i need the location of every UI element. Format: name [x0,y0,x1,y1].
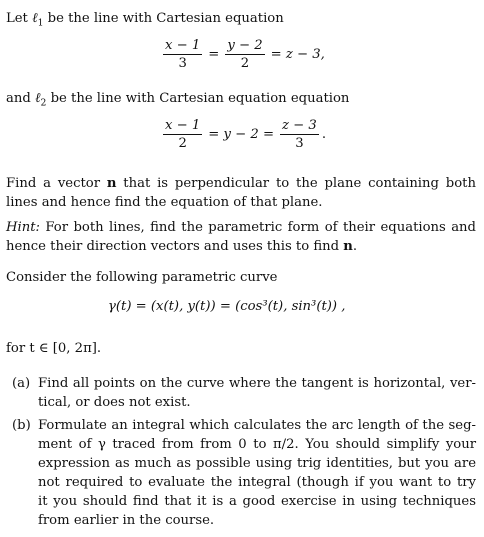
hint-vector-n: n [343,239,353,254]
eq1-fraction-y [225,38,264,71]
hint-period: . [352,239,358,254]
part-a-body [38,374,476,412]
line1-prefix: Let [6,11,33,26]
hint-text1: For both lines, find the parametric form of their equations and [39,220,476,235]
eq1-rest: = z − 3, [270,47,325,62]
line2-intro [6,89,476,113]
part-b-line: ment of γ traced from from 0 to π/2. You should simplify your [38,437,476,452]
part-a-line: Find all points on the curve where the tangent is horizontal, ver- [38,376,476,391]
line2-text: be the line with Cartesian equation equation [46,91,350,106]
eq2-z-numerator: z − 3 [282,118,317,133]
eq1-x-numerator: x − 1 [165,38,201,53]
part-b-line: it you should find that it is a good exercise in using techniques [38,494,476,509]
ell1-subscript: 1 [37,17,44,29]
part-b-line: not required to evaluate the integral (though if you want to try [38,475,476,490]
ell1-symbol: ℓ [32,11,38,26]
vector-n-symbol: n [106,176,117,191]
equation-line1 [160,38,328,71]
hint-text2: hence their direction vectors and uses this to find [6,239,344,254]
eq1-fraction-x [163,38,202,71]
eq1-y-denominator: 2 [240,56,250,71]
eq1-y-numerator: y − 2 [227,38,263,53]
eq2-fraction-z [280,118,319,151]
part-a-label: (a) [12,376,31,391]
part-b-label: (b) [12,418,31,433]
part-b-line: Formulate an integral which calculates the arc length of the seg- [38,418,476,433]
hint-label: Hint: [6,220,40,235]
line1-text: be the line with Cartesian equation [43,11,284,26]
hint-line1 [6,218,476,237]
part-b-line: expression as much as possible using trig identities, but you are [38,456,476,471]
ell2-symbol: ℓ [35,91,41,106]
hint-line2 [6,237,476,256]
part-a-line: tical, or does not exist. [38,395,191,410]
ell2-subscript: 2 [40,97,47,109]
curve-domain: for t ∈ [0, 2π]. [6,341,102,356]
equation-line2 [160,118,326,151]
task1-line2: lines and hence find the equation of that plane. [6,195,323,210]
curve-intro: Consider the following parametric curve [6,270,278,285]
curve-equation: γ(t) = (x(t), y(t)) = (cos³(t), sin³(t)) , [108,299,346,314]
task1-line1 [6,174,476,193]
eq2-period: . [321,127,327,142]
eq2-z-denominator: 3 [295,136,304,151]
task1-prefix: Find a vector [6,176,107,191]
eq2-fraction-x [163,118,202,151]
line1-intro [6,9,476,33]
part-b-line: from earlier in the course. [38,513,215,528]
eq2-x-denominator: 2 [178,136,187,151]
line2-prefix: and [6,91,35,106]
eq2-x-numerator: x − 1 [165,118,201,133]
eq1-equals: = [208,47,220,62]
eq1-x-denominator: 3 [178,56,187,71]
task1-suffix: that is perpendicular to the plane containing both [116,176,476,191]
part-b-body [38,416,476,530]
eq2-middle: = y − 2 = [208,127,275,142]
